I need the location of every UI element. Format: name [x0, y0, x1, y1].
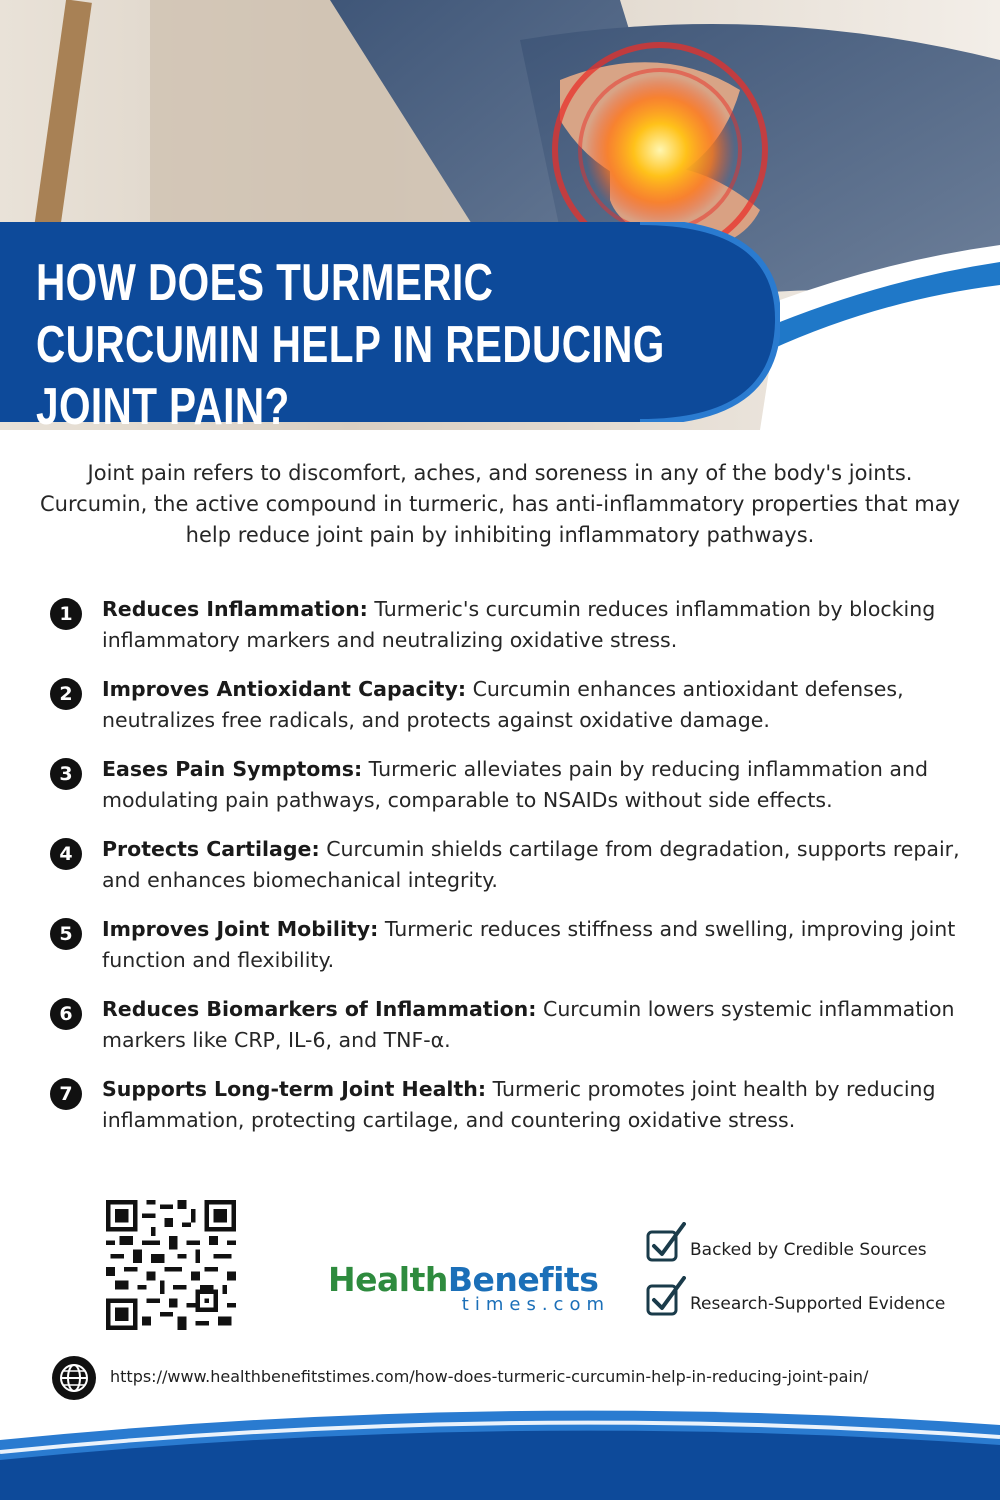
globe-icon	[52, 1356, 96, 1400]
brand-logo	[328, 1262, 618, 1315]
list-item	[50, 674, 970, 736]
number-badge: 3	[50, 758, 82, 790]
benefit-text: Curcumin enhances antioxidant defenses, neutralizes free radicals, and protects against oxidative damage.	[102, 677, 904, 732]
benefit-text: Curcumin lowers systemic inflammation markers like CRP, IL-6, and TNF-α.	[102, 997, 955, 1052]
list-item	[50, 834, 970, 896]
badge-label: Research-Supported Evidence	[690, 1294, 946, 1314]
number-badge: 5	[50, 918, 82, 950]
checkmark-box-icon	[646, 1222, 686, 1262]
number-badge: 2	[50, 678, 82, 710]
trust-badge	[646, 1276, 986, 1330]
logo-subtext: times.com	[461, 1294, 610, 1315]
benefit-text: Turmeric alleviates pain by reducing inflammation and modulating pain pathways, comparable to NSAIDs without side effects.	[102, 757, 928, 812]
benefit-title: Improves Antioxidant Capacity:	[102, 677, 467, 701]
list-item	[50, 594, 970, 656]
trust-badges	[646, 1222, 986, 1330]
list-item	[50, 914, 970, 976]
list-item	[50, 754, 970, 816]
footer-wave	[0, 1400, 1000, 1500]
checkmark-box-icon	[646, 1276, 686, 1316]
list-item	[50, 994, 970, 1056]
benefit-title: Reduces Inflammation:	[102, 597, 368, 621]
number-badge: 6	[50, 998, 82, 1030]
benefits-list	[50, 594, 970, 1154]
benefit-title: Protects Cartilage:	[102, 837, 320, 861]
benefit-text: Turmeric's curcumin reduces inflammation by blocking inflammatory markers and neutralizing oxidative stress.	[102, 597, 936, 652]
benefit-text: Turmeric reduces stiffness and swelling, improving joint function and flexibility.	[102, 917, 956, 972]
source-url-link[interactable]: https://www.healthbenefitstimes.com/how-does-turmeric-curcumin-help-in-reducing-joint-pain/	[110, 1367, 869, 1386]
number-badge: 1	[50, 598, 82, 630]
logo-part-health: Health	[328, 1260, 448, 1299]
benefit-text: Turmeric promotes joint health by reducing inflammation, protecting cartilage, and countering oxidative stress.	[102, 1077, 936, 1132]
benefit-title: Eases Pain Symptoms:	[102, 757, 363, 781]
number-badge: 4	[50, 838, 82, 870]
logo-part-benefits: Benefits	[447, 1260, 599, 1299]
benefit-text: Curcumin shields cartilage from degradation, supports repair, and enhances biomechanical integrity.	[102, 837, 960, 892]
badge-label: Backed by Credible Sources	[690, 1240, 927, 1260]
benefit-title: Reduces Biomarkers of Inflammation:	[102, 997, 537, 1021]
intro-paragraph: Joint pain refers to discomfort, aches, and soreness in any of the body's joints. Curcumin, the active compound in turmeric, has anti-inflammatory properties that may help reduce joint pain by inhibiting inflammatory pathways.	[40, 461, 960, 547]
benefit-title: Improves Joint Mobility:	[102, 917, 379, 941]
benefit-title: Supports Long-term Joint Health:	[102, 1077, 487, 1101]
qr-code-icon[interactable]	[106, 1200, 236, 1330]
number-badge: 7	[50, 1078, 82, 1110]
list-item	[50, 1074, 970, 1136]
trust-badge	[646, 1222, 986, 1276]
page-title: HOW DOES TURMERIC CURCUMIN HELP IN REDUCING JOINT PAIN?	[36, 254, 665, 436]
